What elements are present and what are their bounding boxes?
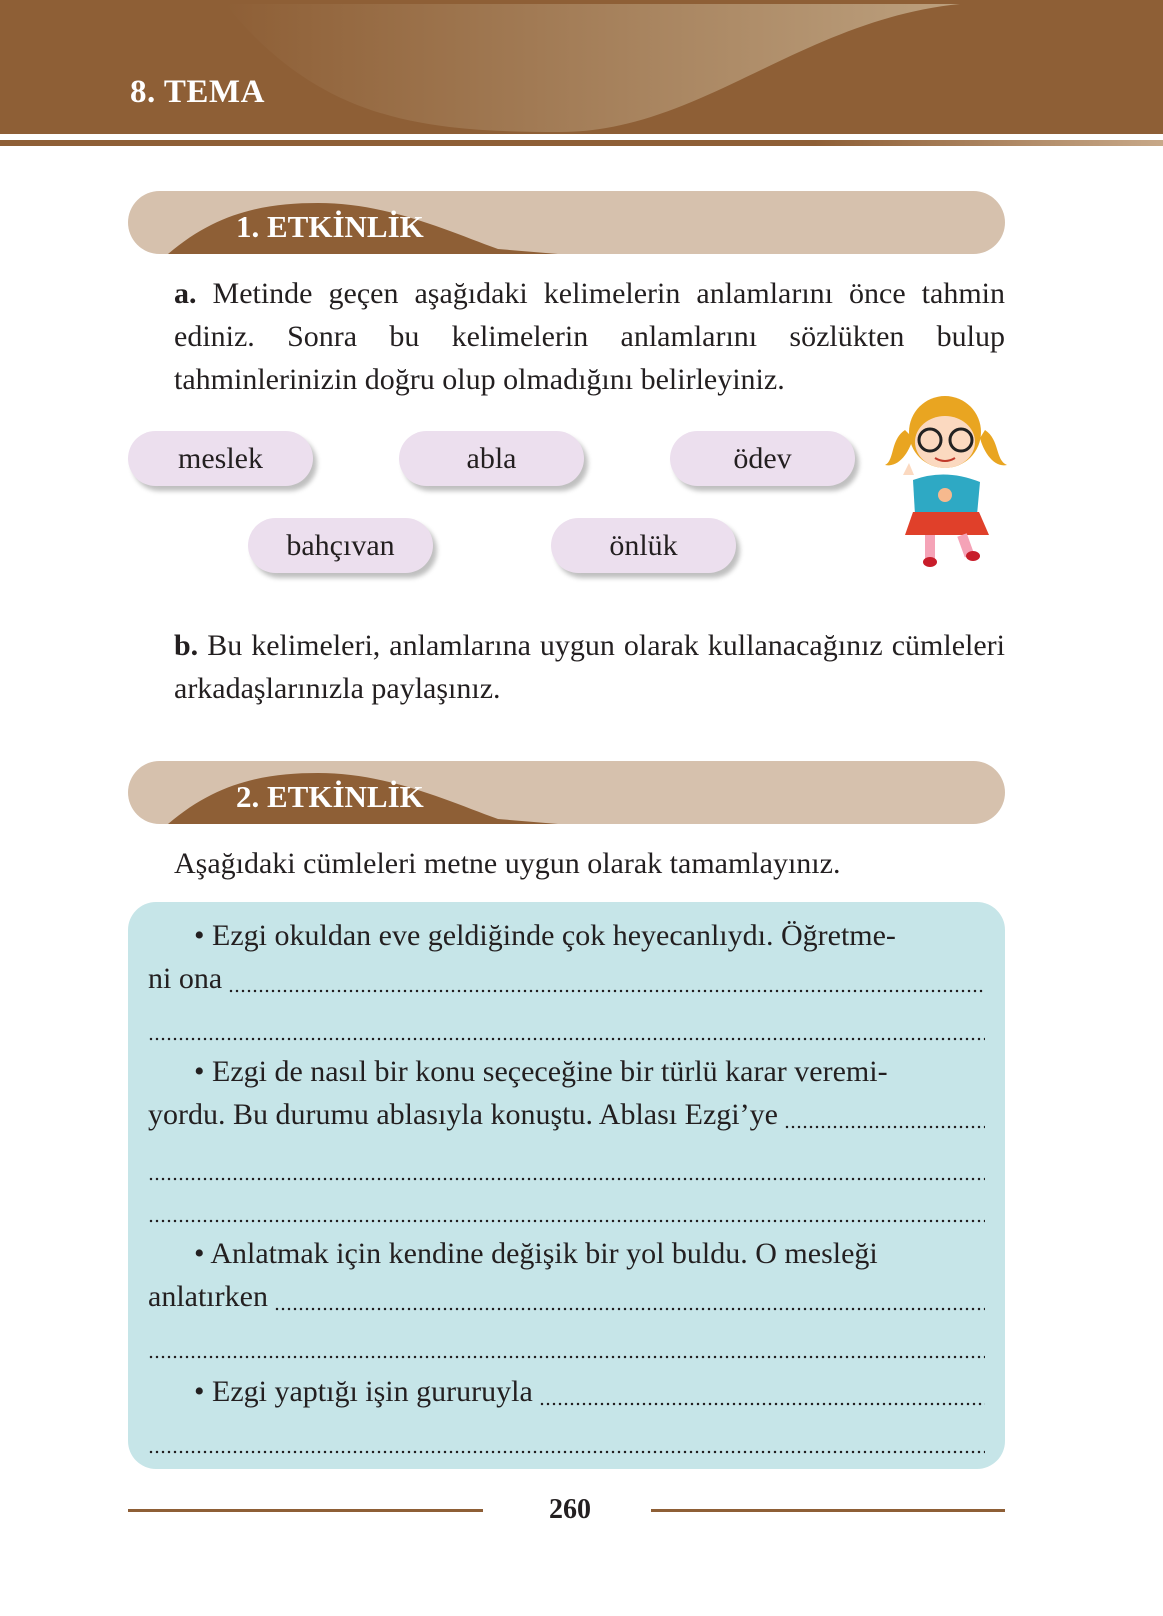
answer-blank[interactable] [784,1093,985,1136]
footer-rule-left [128,1509,483,1512]
answer-blank[interactable] [274,1275,985,1318]
activity-2-header [128,761,1005,824]
page-number: 260 [549,1494,591,1525]
answer-blank[interactable] [148,1187,985,1230]
answer-blank[interactable] [148,1418,985,1461]
item-1-text: ni ona [148,962,223,995]
activity-1-b [128,624,1005,710]
item-3-text: anlatırken [148,1280,268,1313]
activity-1-header [128,191,1005,254]
item-3-line-2 [148,1275,985,1318]
item-4-line-1 [148,1370,985,1413]
a-label: a. [174,277,197,310]
answer-blank[interactable] [228,957,985,1000]
activity-1-a [128,272,1005,401]
word-pill: meslek [128,431,313,486]
item-2-line-2 [148,1093,985,1136]
word-pill: ödev [670,431,855,486]
item-2-line-1: • Ezgi de nasıl bir konu seçeceğine bir türlü karar veremi- [194,1055,888,1088]
answer-blank[interactable] [148,1323,985,1366]
item-2-text: yordu. Bu durumu ablasıyla konuştu. Ablası Ezgi’ye [148,1098,778,1131]
theme-title: 8. TEMA [130,74,265,110]
item-1-line-2 [148,957,985,1000]
answer-blank[interactable] [148,1145,985,1188]
answer-blank[interactable] [539,1370,985,1413]
item-1-line-1: • Ezgi okuldan eve geldiğinde çok heyecanlıydı. Öğretme- [194,919,896,952]
activity-1-title: 1. ETKİNLİK [236,209,424,244]
item-4-text: • Ezgi yaptığı işin gururuyla [194,1375,533,1408]
activity-2-title: 2. ETKİNLİK [236,779,424,814]
footer-rule-right [651,1509,1005,1512]
b-label: b. [174,629,199,662]
girl-illustration [885,390,1010,575]
item-3-line-1: • Anlatmak için kendine değişik bir yol buldu. O mesleği [194,1237,878,1270]
b-text: Bu kelimeleri, anlamlarına uygun olarak kullanacağınız cümleleri arkadaşlarınızla paylaşınız. [174,629,1005,705]
a-text: Metinde geçen aşağıdaki kelimelerin anlamlarını önce tahmin ediniz. Sonra bu kelimelerin anlamlarını sözlükten bulup tahminlerinizin doğru olup olmadığını belirleyiniz. [174,277,1005,396]
instruction-text: Aşağıdaki cümleleri metne uygun olarak tamamlayınız. [174,847,841,880]
answer-blank[interactable] [148,1005,985,1048]
word-pill: önlük [551,518,736,573]
header-stripe [0,140,1163,146]
activity-2-instruction [128,842,1005,885]
word-pill: bahçıvan [248,518,433,573]
word-pill: abla [399,431,584,486]
header-banner [0,0,1163,134]
